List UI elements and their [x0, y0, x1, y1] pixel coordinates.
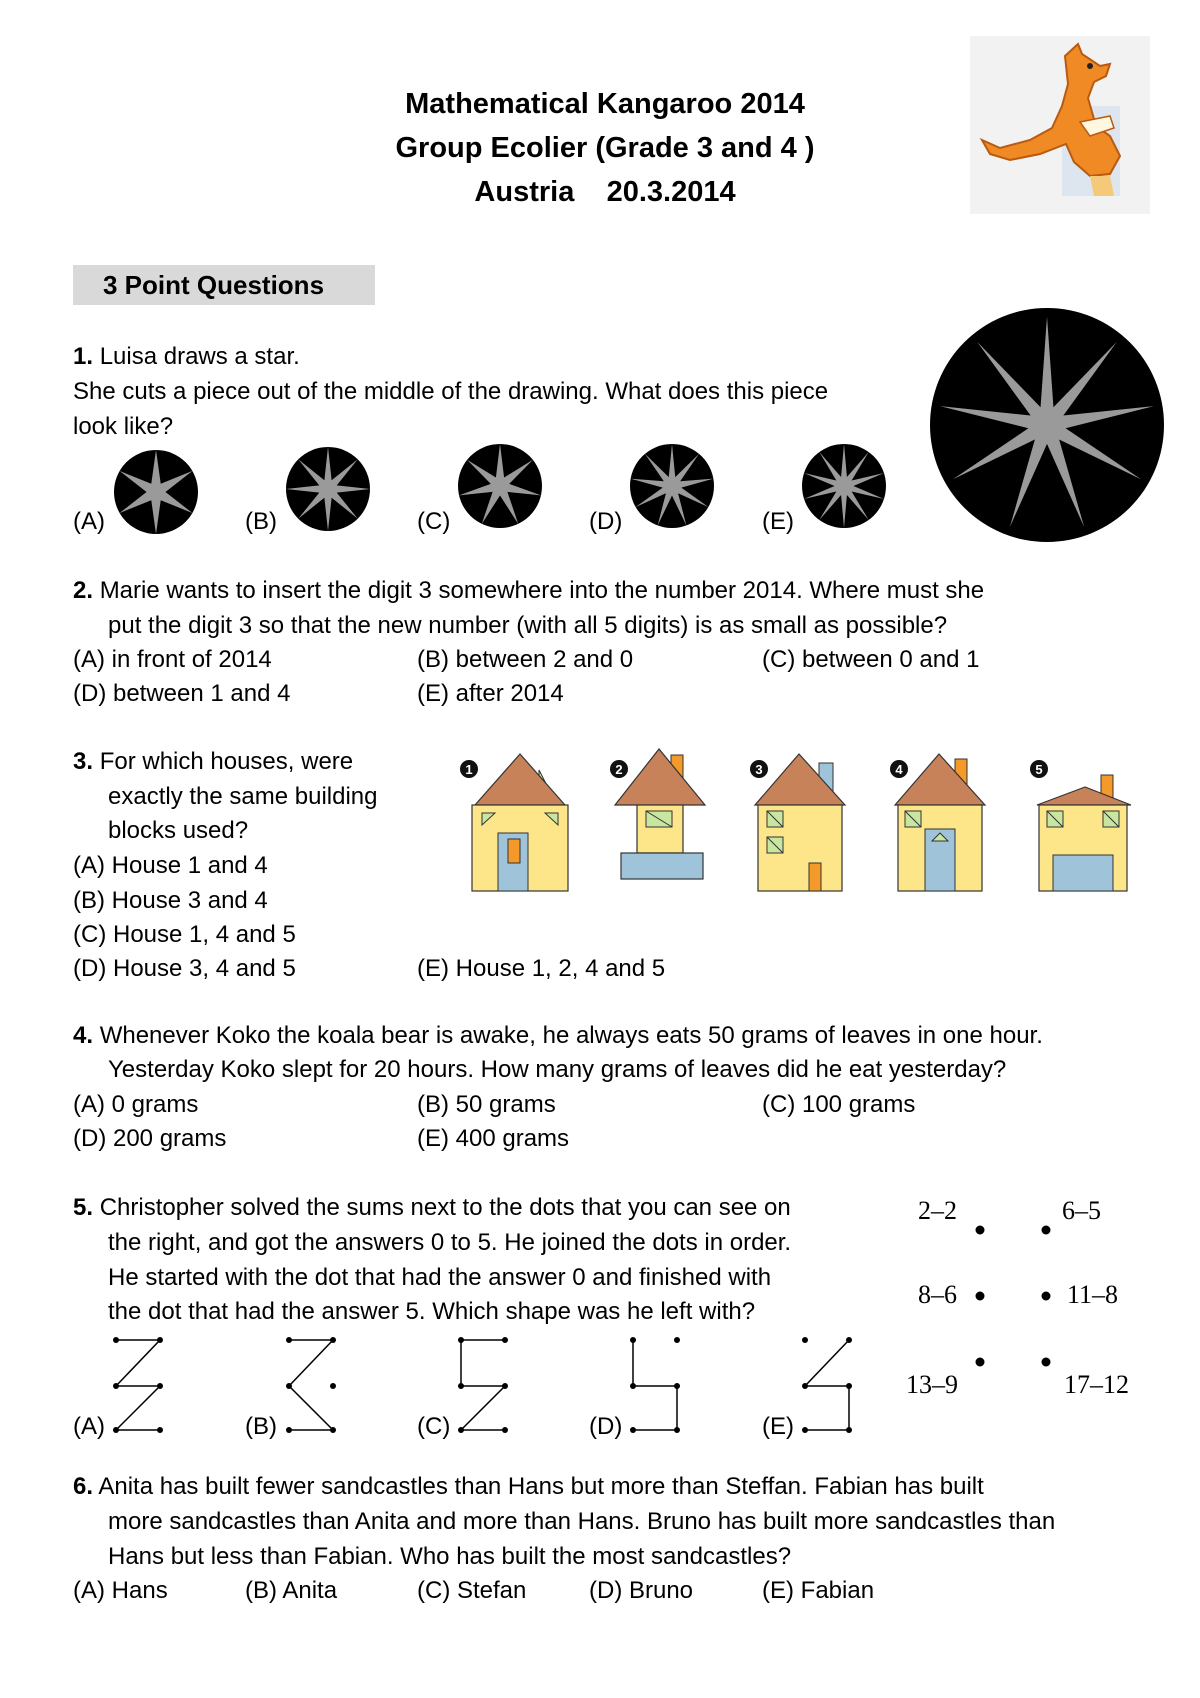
q4-text-1: Whenever Koko the koala bear is awake, he always eats 50 grams of leaves in one hour. — [99, 1022, 1043, 1049]
q4-option-a: (A) 0 grams — [73, 1091, 199, 1118]
q1-option-e-label: (E) — [762, 508, 794, 535]
sum-6: 17–12 — [1064, 1370, 1129, 1399]
q1-number: 1. — [73, 343, 94, 370]
title-line-2: Group Ecolier (Grade 3 and 4 ) — [395, 132, 815, 164]
house-1-number: 1 — [465, 762, 473, 777]
q1-option-c-label: (C) — [417, 508, 451, 535]
q5-option-b-label: (B) — [245, 1413, 277, 1440]
page-title — [300, 82, 910, 214]
sum-3: 8–6 — [918, 1280, 957, 1309]
q1-option-d-piece — [629, 443, 715, 529]
q2-option-b: (B) between 2 and 0 — [417, 646, 634, 673]
q2-number: 2. — [73, 577, 94, 604]
q5-option-c-shape — [455, 1334, 515, 1434]
section-heading: 3 Point Questions — [73, 265, 375, 305]
q3-option-e: (E) House 1, 2, 4 and 5 — [417, 955, 666, 982]
q3-option-c: (C) House 1, 4 and 5 — [73, 921, 296, 948]
q4-line-2: Yesterday Koko slept for 20 hours. How many grams of leaves did he eat yesterday? — [108, 1056, 1007, 1083]
house-5 — [1030, 760, 1131, 891]
q5-text-1: Christopher solved the sums next to the dots that you can see on — [99, 1194, 791, 1221]
q4-option-b: (B) 50 grams — [417, 1091, 556, 1118]
house-3 — [750, 754, 845, 891]
q1-option-e-piece — [801, 443, 887, 529]
q1-line-1 — [73, 340, 300, 374]
house-2 — [610, 749, 705, 879]
q2-option-c: (C) between 0 and 1 — [762, 646, 980, 673]
q1-option-b-label: (B) — [245, 508, 277, 535]
q2-text-1: Marie wants to insert the digit 3 somewhere into the number 2014. Where must she — [99, 577, 985, 604]
houses-figure — [455, 745, 1135, 895]
q5-option-c-label: (C) — [417, 1413, 451, 1440]
q2-option-a: (A) in front of 2014 — [73, 646, 272, 673]
q5-line-4: the dot that had the answer 5. Which shape was he left with? — [108, 1298, 756, 1325]
q5-option-a-label: (A) — [73, 1413, 105, 1440]
q4-option-d: (D) 200 grams — [73, 1125, 227, 1152]
q3-line-3: blocks used? — [108, 817, 249, 844]
sum-5: 13–9 — [906, 1370, 958, 1399]
q1-line-2: She cuts a piece out of the middle of the drawing. What does this piece — [73, 378, 829, 405]
house-4 — [890, 754, 985, 891]
q5-option-d-label: (D) — [589, 1413, 623, 1440]
sum-dots — [900, 1200, 1100, 1400]
q5-option-e-shape — [799, 1334, 859, 1434]
q1-option-c-piece — [457, 443, 543, 529]
q3-option-d: (D) House 3, 4 and 5 — [73, 955, 296, 982]
q1-text-1: Luisa draws a star. — [99, 343, 300, 370]
q6-option-c: (C) Stefan — [417, 1577, 527, 1604]
sum-4: 11–8 — [1067, 1280, 1119, 1309]
q1-option-b-piece — [285, 446, 371, 532]
q6-option-a: (A) Hans — [73, 1577, 168, 1604]
q4-number: 4. — [73, 1022, 94, 1049]
q3-option-b: (B) House 3 and 4 — [73, 887, 268, 914]
q1-option-a-label: (A) — [73, 508, 105, 535]
q1-option-d-label: (D) — [589, 508, 623, 535]
q3-line-2: exactly the same building — [108, 783, 378, 810]
q3-option-a: (A) House 1 and 4 — [73, 852, 268, 879]
q5-line-2: the right, and got the answers 0 to 5. He joined the dots in order. — [108, 1229, 792, 1256]
q6-option-e: (E) Fabian — [762, 1577, 875, 1604]
q1-line-3: look like? — [73, 413, 174, 440]
q3-number: 3. — [73, 748, 94, 775]
q5-option-a-shape — [110, 1334, 170, 1434]
q2-line-2: put the digit 3 so that the new number (with all 5 digits) is as small as possible? — [108, 612, 948, 639]
q6-text-1: Anita has built fewer sandcastles than Hans but more than Steffan. Fabian has built — [98, 1473, 984, 1500]
q1-option-a-piece — [113, 449, 199, 535]
q3-line-1 — [73, 745, 353, 779]
q6-number: 6. — [73, 1473, 94, 1500]
q5-line-3: He started with the dot that had the answer 0 and finished with — [108, 1264, 772, 1291]
house-3-number: 3 — [755, 762, 763, 777]
kangaroo-logo — [970, 36, 1150, 214]
q6-option-b: (B) Anita — [245, 1577, 338, 1604]
title-line-3: Austria 20.3.2014 — [474, 176, 736, 208]
q2-option-d: (D) between 1 and 4 — [73, 680, 291, 707]
house-4-number: 4 — [895, 762, 903, 777]
house-1 — [460, 754, 568, 891]
q2-line-1 — [73, 574, 984, 608]
q5-number: 5. — [73, 1194, 94, 1221]
sum-2: 6–5 — [1062, 1196, 1101, 1225]
q5-option-b-shape — [283, 1334, 343, 1434]
house-2-number: 2 — [615, 762, 623, 777]
house-5-number: 5 — [1035, 762, 1043, 777]
q6-option-d: (D) Bruno — [589, 1577, 694, 1604]
q4-option-c: (C) 100 grams — [762, 1091, 916, 1118]
q5-option-d-shape — [627, 1334, 687, 1434]
sum-1: 2–2 — [918, 1196, 957, 1225]
q6-line-2: more sandcastles than Anita and more than Hans. Bruno has built more sandcastles than — [108, 1508, 1056, 1535]
q2-option-e: (E) after 2014 — [417, 680, 564, 707]
star-drawing — [929, 307, 1165, 543]
title-line-1: Mathematical Kangaroo 2014 — [405, 88, 805, 120]
q6-line-3: Hans but less than Fabian. Who has built the most sandcastles? — [108, 1543, 792, 1570]
q4-line-1 — [73, 1019, 1043, 1053]
q6-line-1 — [73, 1470, 984, 1504]
q5-option-e-label: (E) — [762, 1413, 794, 1440]
q4-option-e: (E) 400 grams — [417, 1125, 570, 1152]
q3-text-1: For which houses, were — [99, 748, 354, 775]
q5-line-1 — [73, 1191, 791, 1225]
